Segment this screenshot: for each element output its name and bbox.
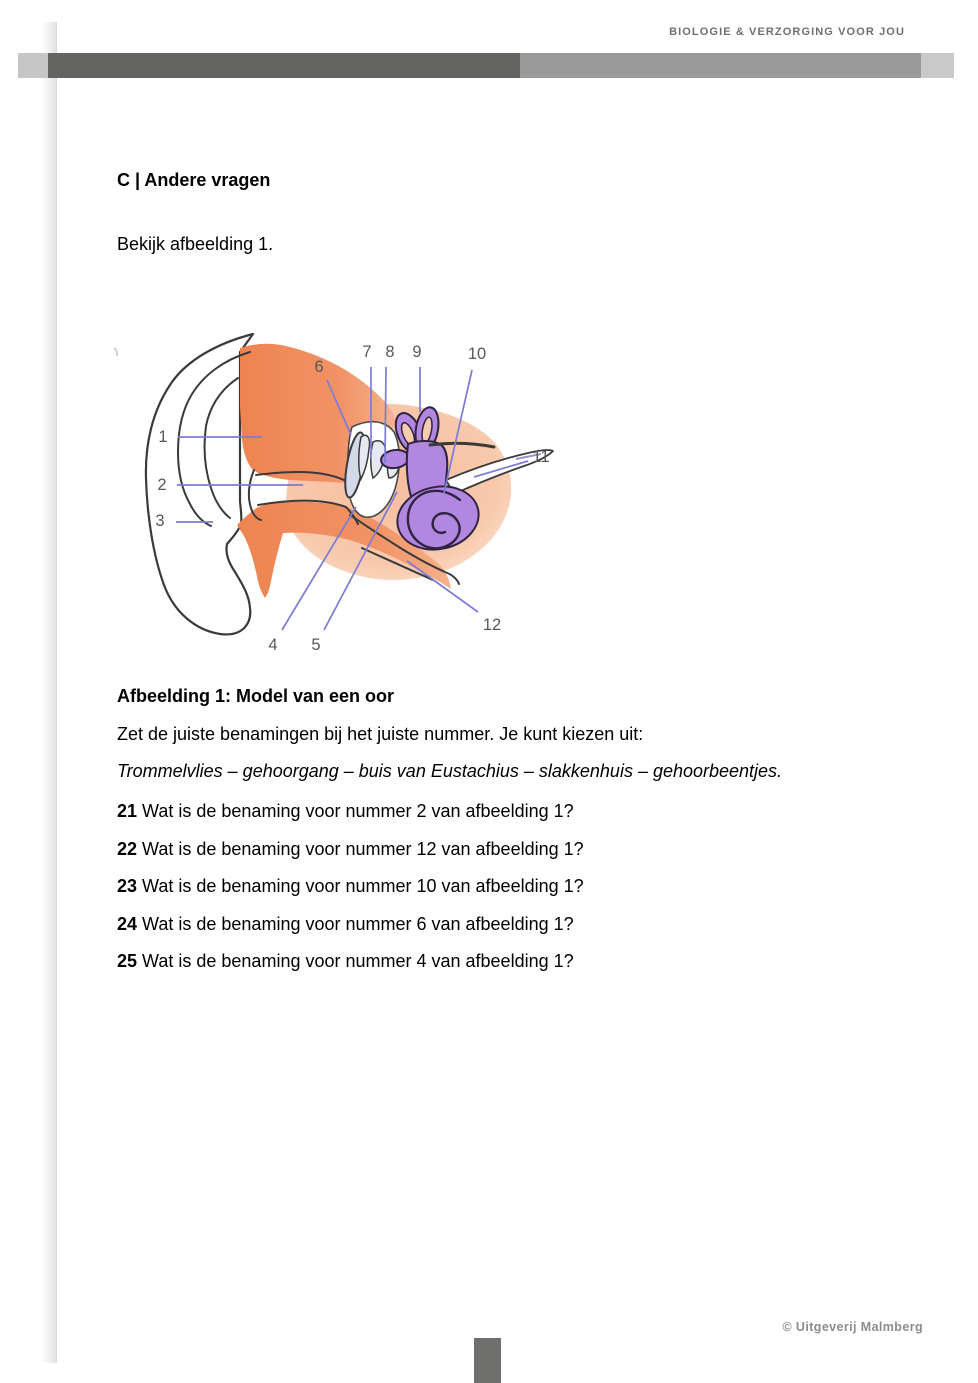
header-bar	[18, 53, 954, 78]
figure-caption: Afbeelding 1: Model van een oor	[117, 686, 395, 706]
print-artifact	[114, 348, 117, 356]
question-text: Wat is de benaming voor nummer 10 van afbeelding 1?	[142, 876, 584, 896]
page-marker	[474, 1338, 501, 1383]
figure-label-8: 8	[385, 343, 395, 361]
question-number: 24	[117, 914, 138, 934]
figure-label-10: 10	[467, 345, 487, 363]
footer-copyright: © Uitgeverij Malmberg	[782, 1320, 923, 1334]
leader-line-8	[385, 367, 386, 463]
question-number: 22	[117, 839, 138, 859]
intro-text: Bekijk afbeelding 1.	[117, 234, 274, 254]
figure-instruction: Zet de juiste benamingen bij het juiste nummer. Je kunt kiezen uit:	[117, 724, 644, 744]
question-number: 25	[117, 951, 138, 971]
figure-label-9: 9	[412, 343, 422, 361]
question-row-22	[117, 838, 584, 860]
question-row-25	[117, 950, 574, 972]
page-edge-shadow	[43, 22, 57, 1363]
header-bar-segment-left	[18, 53, 48, 78]
figure-label-2: 2	[157, 476, 167, 494]
figure-label-6: 6	[314, 358, 324, 376]
question-row-23	[117, 875, 584, 897]
question-row-21	[117, 800, 574, 822]
header-bar-segment-dark	[48, 53, 520, 78]
figure-label-3: 3	[155, 512, 165, 530]
question-number: 21	[117, 801, 138, 821]
figure-label-12: 12	[482, 616, 502, 634]
question-text: Wat is de benaming voor nummer 6 van afbeelding 1?	[142, 914, 574, 934]
figure-label-11: 11	[532, 448, 550, 466]
header-bar-segment-light	[921, 53, 954, 78]
question-text: Wat is de benaming voor nummer 4 van afbeelding 1?	[142, 951, 574, 971]
figure-label-7: 7	[362, 343, 372, 361]
header-brand: BIOLOGIE & VERZORGING VOOR JOU	[669, 26, 905, 38]
question-number: 23	[117, 876, 138, 896]
ear-diagram	[108, 332, 568, 662]
question-text: Wat is de benaming voor nummer 12 van afbeelding 1?	[142, 839, 584, 859]
answer-options: Trommelvlies – gehoorgang – buis van Eustachius – slakkenhuis – gehoorbeentjes.	[117, 761, 783, 781]
section-heading: C | Andere vragen	[117, 170, 271, 190]
question-text: Wat is de benaming voor nummer 2 van afbeelding 1?	[142, 801, 574, 821]
header-bar-segment-medium	[520, 53, 921, 78]
figure-label-5: 5	[311, 636, 321, 654]
question-row-24	[117, 913, 574, 935]
figure-label-1: 1	[158, 428, 168, 446]
figure-label-4: 4	[268, 636, 278, 654]
